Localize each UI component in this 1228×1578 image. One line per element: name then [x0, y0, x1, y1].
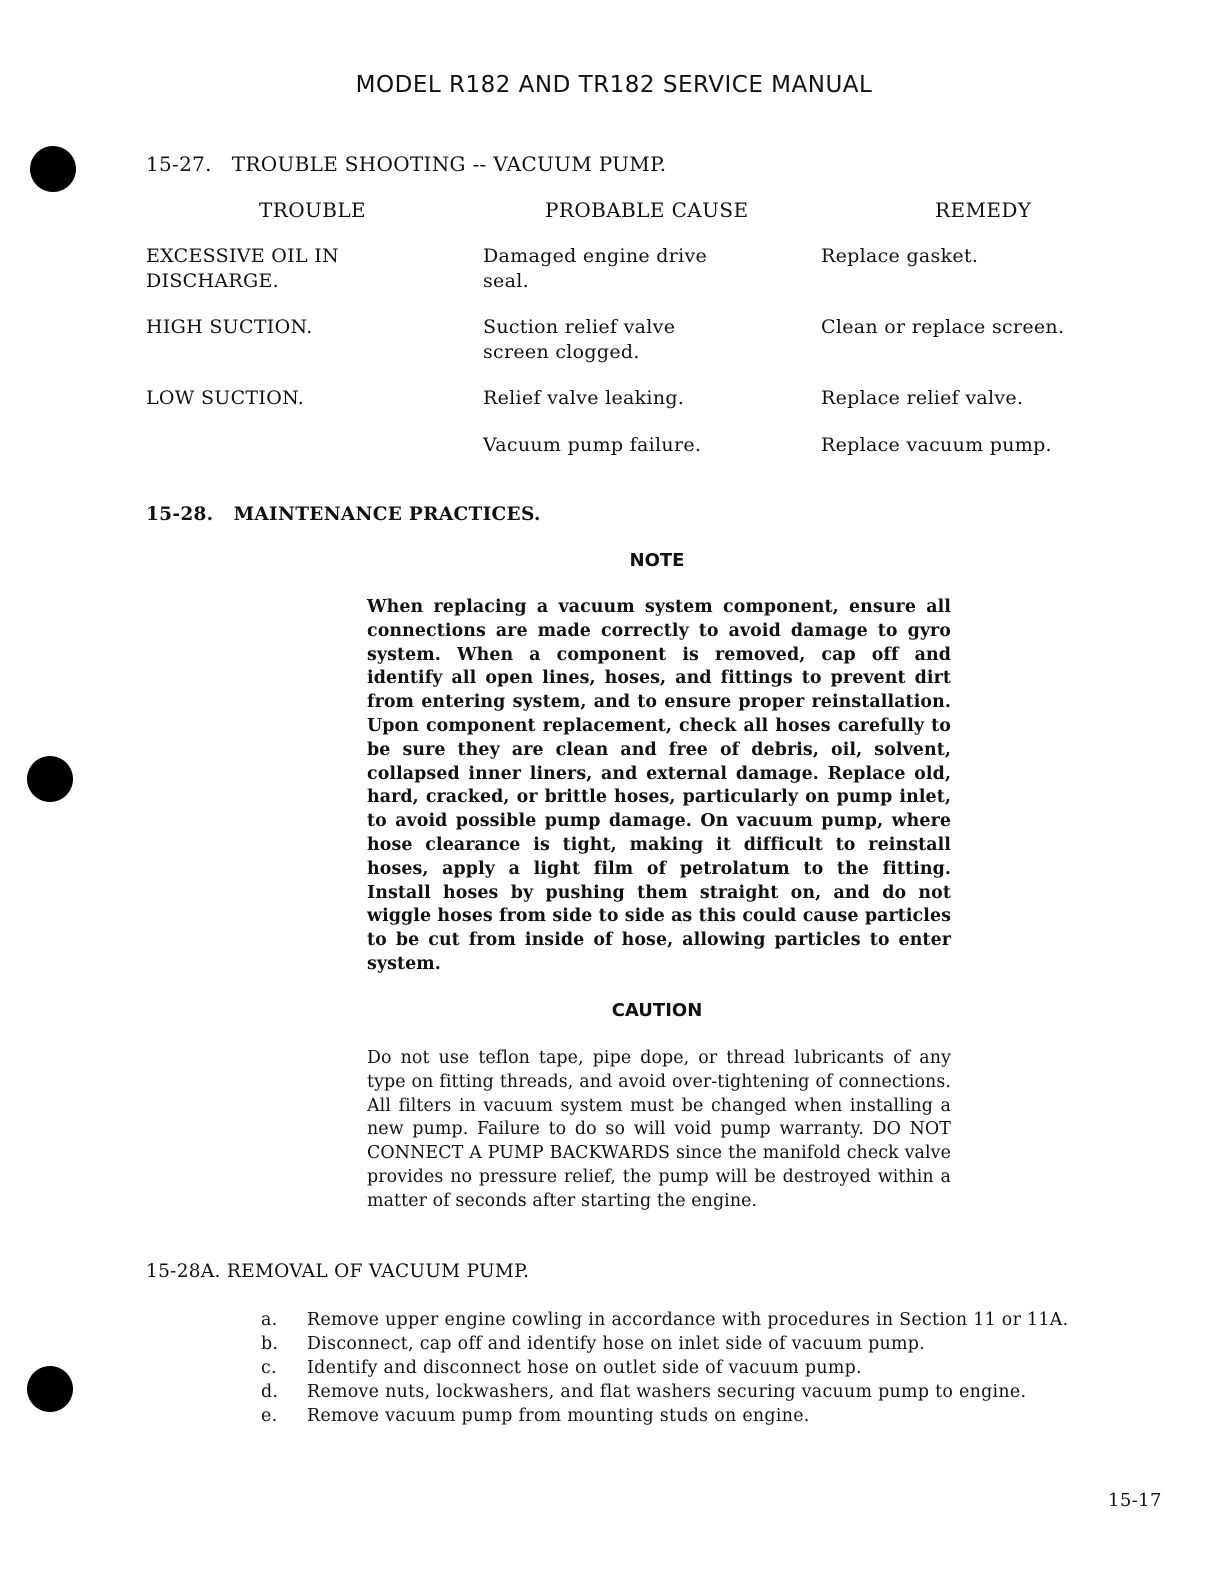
trouble-cell-line: EXCESSIVE OIL IN: [146, 245, 339, 267]
step-letter: d.: [261, 1382, 279, 1402]
binder-hole-top: [30, 146, 76, 192]
list-item: [261, 1356, 1068, 1380]
step-letter: e.: [261, 1406, 278, 1426]
section-title-maintenance-practices: 15-28. MAINTENANCE PRACTICES.: [146, 504, 541, 525]
binder-hole-bottom: [27, 1366, 73, 1412]
step-text: Remove nuts, lockwashers, and flat washers securing vacuum pump to engine.: [307, 1382, 1027, 1402]
caution-heading: CAUTION: [611, 1000, 703, 1021]
note-text: When replacing a vacuum system component, ensure all connections are made correctly to avoid damage to gyro system. When a component is removed, cap off and identify all open lines, hoses, and fittings to prevent dirt from entering system, and to ensure proper reinstallation. Upon component replacement, check all hoses carefully to be sure they are clean and free of debris, oil, solvent, collapsed inner liners, and external damage. Replace old, hard, cracked, or brittle hoses, particularly on pump inlet, to avoid possible pump damage. On vacuum pump, where hose clearance is tight, making it difficult to reinstall hoses, apply a light film of petrolatum to the fitting. Install hoses by pushing them straight on, and do not wiggle hoses from side to side as this could cause particles to be cut from inside of hose, allowing particles to enter system.: [367, 597, 951, 974]
cause-cell-line: Damaged engine drive: [483, 245, 708, 267]
cause-cell: [483, 315, 803, 365]
step-letter: c.: [261, 1358, 277, 1378]
cause-cell: Relief valve leaking.: [483, 387, 685, 409]
step-text: Disconnect, cap off and identify hose on inlet side of vacuum pump.: [307, 1334, 926, 1354]
cause-cell-line: seal.: [483, 270, 529, 292]
step-text: Remove upper engine cowling in accordance with procedures in Section 11 or 11A.: [307, 1310, 1069, 1330]
section-title-removal-of-vacuum-pump: 15-28A. REMOVAL OF VACUUM PUMP.: [146, 1261, 530, 1282]
section-title-trouble-shooting: 15-27. TROUBLE SHOOTING -- VACUUM PUMP.: [146, 152, 667, 176]
list-item: [261, 1404, 1068, 1428]
step-text: Identify and disconnect hose on outlet side of vacuum pump.: [307, 1358, 862, 1378]
table-row: [146, 244, 476, 294]
caution-text: Do not use teflon tape, pipe dope, or thread lubricants of any type on fitting threads, and avoid over-tightening of connections. All filters in vacuum system must be changed when installing a new pump. Failure to do so will void pump warranty. DO NOT CONNECT A PUMP BACKWARDS since the manifold check valve provides no pressure relief, the pump will be destroyed within a matter of seconds after starting the engine.: [367, 1048, 951, 1211]
list-item: [261, 1380, 1068, 1404]
table-row: [146, 315, 476, 340]
list-item: [261, 1332, 1068, 1356]
trouble-cell-line: HIGH SUCTION.: [146, 316, 313, 338]
list-item: [261, 1308, 1068, 1332]
page-number: 15-17: [1108, 1490, 1162, 1511]
trouble-cell-line: LOW SUCTION.: [146, 387, 305, 409]
remedy-cell: Replace gasket.: [821, 245, 979, 267]
page-header: MODEL R182 AND TR182 SERVICE MANUAL: [355, 72, 873, 98]
table-row: [146, 386, 476, 411]
cause-cell-line: Suction relief valve: [483, 316, 676, 338]
step-letter: a.: [261, 1310, 278, 1330]
remedy-cell: Replace relief valve.: [821, 387, 1024, 409]
cause-cell-line: screen clogged.: [483, 341, 640, 363]
step-letter: b.: [261, 1334, 279, 1354]
trouble-cell-line: DISCHARGE.: [146, 270, 279, 292]
column-header-trouble: TROUBLE: [259, 198, 367, 222]
binder-hole-middle: [27, 756, 73, 802]
column-header-cause: PROBABLE CAUSE: [545, 198, 749, 222]
remedy-cell: Clean or replace screen.: [821, 316, 1065, 338]
note-heading: NOTE: [629, 550, 685, 571]
cause-cell: Vacuum pump failure.: [483, 434, 702, 456]
step-text: Remove vacuum pump from mounting studs on engine.: [307, 1406, 810, 1426]
column-header-remedy: REMEDY: [935, 198, 1032, 222]
remedy-cell: Replace vacuum pump.: [821, 434, 1052, 456]
removal-steps-list: [261, 1308, 1068, 1428]
cause-cell: [483, 244, 803, 294]
